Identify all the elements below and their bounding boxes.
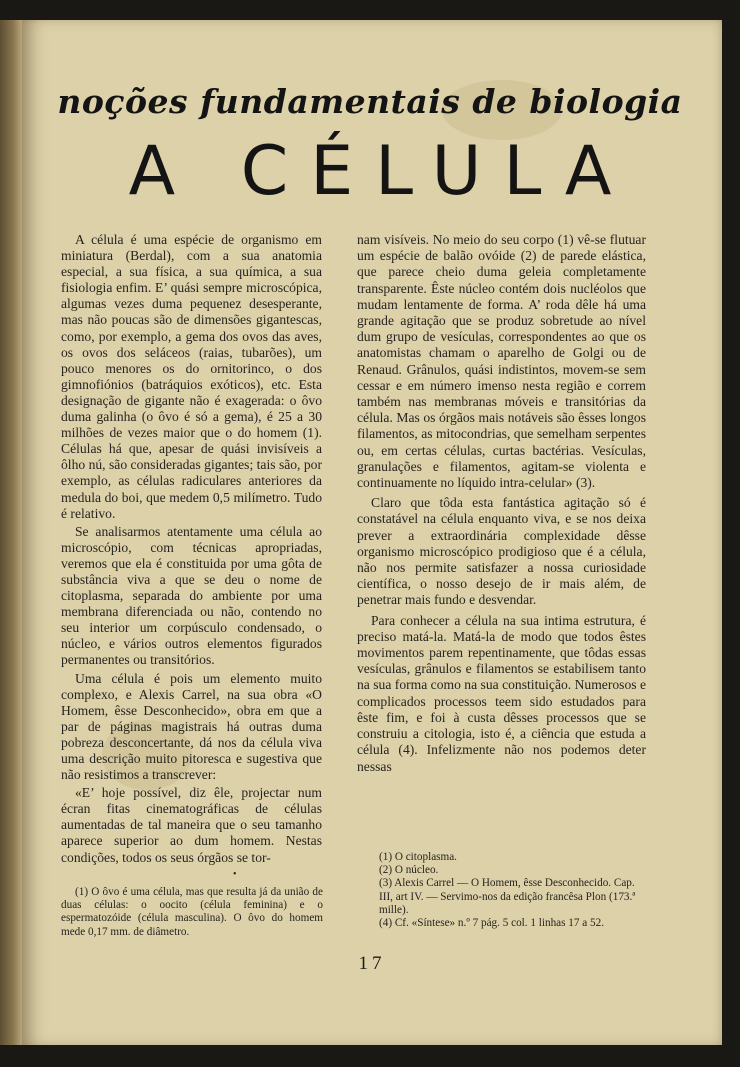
- section-subtitle: noções fundamentais de biologia: [57, 82, 683, 121]
- paragraph: «E’ hoje possível, diz êle, projectar num écran fitas cinematográficas de células aumentadas de tal maneira que o seu tamanho aparece superior ao dum homem. Nestas condições, todos os seus órgãos se tor-: [61, 785, 322, 865]
- separator-mark: •: [233, 869, 237, 880]
- paragraph: Uma célula é pois um elemento muito complexo, e Alexis Carrel, na sua obra «O Homem, êsse Desconhecido», obra em que a par de páginas magistrais há outras duma pobreza desconcertante, dá nos da célula viva uma descrição muito pitoresca e sugestiva que não resistimos a transcrever:: [61, 670, 322, 783]
- footnote-item: (3) Alexis Carrel — O Homem, êsse Desconhecido. Cap. III, art IV. — Servimo-nos da edição francêsa Plon (173.ª mille).: [379, 877, 636, 916]
- right-column: [357, 232, 646, 775]
- footnote-item: (2) O núcleo.: [379, 864, 439, 877]
- paragraph: nam visíveis. No meio do seu corpo (1) vê-se flutuar um espécie de balão ovóide (2) de parede elástica, que parece cheio duma geleia completamente transparente. Êste núcleo contém dois nucléolos que mudam lentamente de forma. A’ roda dêle há uma grande agitação que se produz sobretude ao nível dum grupo de vesículas, correspondentes ao que os anatomistas chamam o aparelho de Golgi ou de Renaud. Grânulos, quási indistintos, movem-se sem cessar e em número imenso nesta região e correm também nas membranas móveis e transitórias da célula. Mas os órgãos mais notáveis são êsses longos filamentos, as mitocondrias, que semelham serpentes ou, em certas células, curtas bactérias. Vesículas, granulações e filamentos, agitam-se violenta e continuamente no líquido intra-celular» (3).: [357, 232, 646, 491]
- footnote-left: (1) O ôvo é uma célula, mas que resulta já da união de duas células: o oocito (célula feminina) e o espermatozóide (célula masculina). O ôvo do homem mede 0,17 mm. de diâmetro.: [61, 886, 323, 938]
- footnote-item: (4) Cf. «Síntese» n.º 7 pág. 5 col. 1 linhas 17 a 52.: [379, 917, 605, 930]
- footnote-item: (1) O citoplasma.: [379, 851, 457, 863]
- left-column: [61, 232, 322, 866]
- paragraph: Claro que tôda esta fantástica agitação só é constatável na célula enquanto viva, e se nos deixa prever a extraordinária complexidade dêsse organismo microscópico prodigioso que é a célula, não nos permite satisfazer a nossa curiosidade científica, o nosso desejo de ir mais além, de penetrar mais fundo e desvendar.: [357, 495, 646, 608]
- footnotes-right: [357, 851, 646, 930]
- page-number: 17: [358, 953, 386, 974]
- paragraph: Se analisarmos atentamente uma célula ao microscópio, com técnicas apropriadas, veremos que ela é constituida por uma gôta de substância viva a que se deu o nome de citoplasma, separada do ambiente por uma membrana diferenciada ou não, contendo no seu interior um corpúsculo condensado, o núcleo, e vários outros elementos figurados permanentes ou transitórios.: [61, 523, 322, 668]
- paragraph: Para conhecer a célula na sua intima estrutura, é preciso matá-la. Matá-la de modo que todos êstes movimentos parem repentinamente, que tôdas essas vesículas, grânulos e filamentos se estabilisem tanto na sua forma como na sua constituição. Numerosos e complicados processos teem sido estudados para êste fim, e foi à custa dêsses processos que se construiu a citologia, isto é, a ciência que estuda a célula (4). Infelizmente não nos podemos deter nessas: [357, 612, 646, 774]
- page-title: A CÉLULA: [128, 132, 634, 211]
- paragraph: A célula é uma espécie de organismo em miniatura (Berdal), com a sua anatomia especial, a sua física, a sua química, a sua fisiologia enfim. E’ quási sempre microscópica, algumas vezes duma pequenez desesperante, mas não poucas são de dimensões gigantescas, como, por exemplo, a gema dos ovos das aves, os ovos dos seláceos (raias, tubarões), um pouco menores os do ornitorinco, o dos gimnofiónios (batráquios exóticos), etc. Esta designação de gigante não é exagerada: o ôvo duma galinha (o ôvo é só a gema), é 25 a 30 milhões de vezes maior que o do homem (1). Células há que, apesar de quási invisíveis a ôlho nú, são consideradas gigantes; tais são, por exemplo, as células radiculares anteriores da medula do boi, que medem 0,5 milímetro. Tudo é relativo.: [61, 232, 322, 521]
